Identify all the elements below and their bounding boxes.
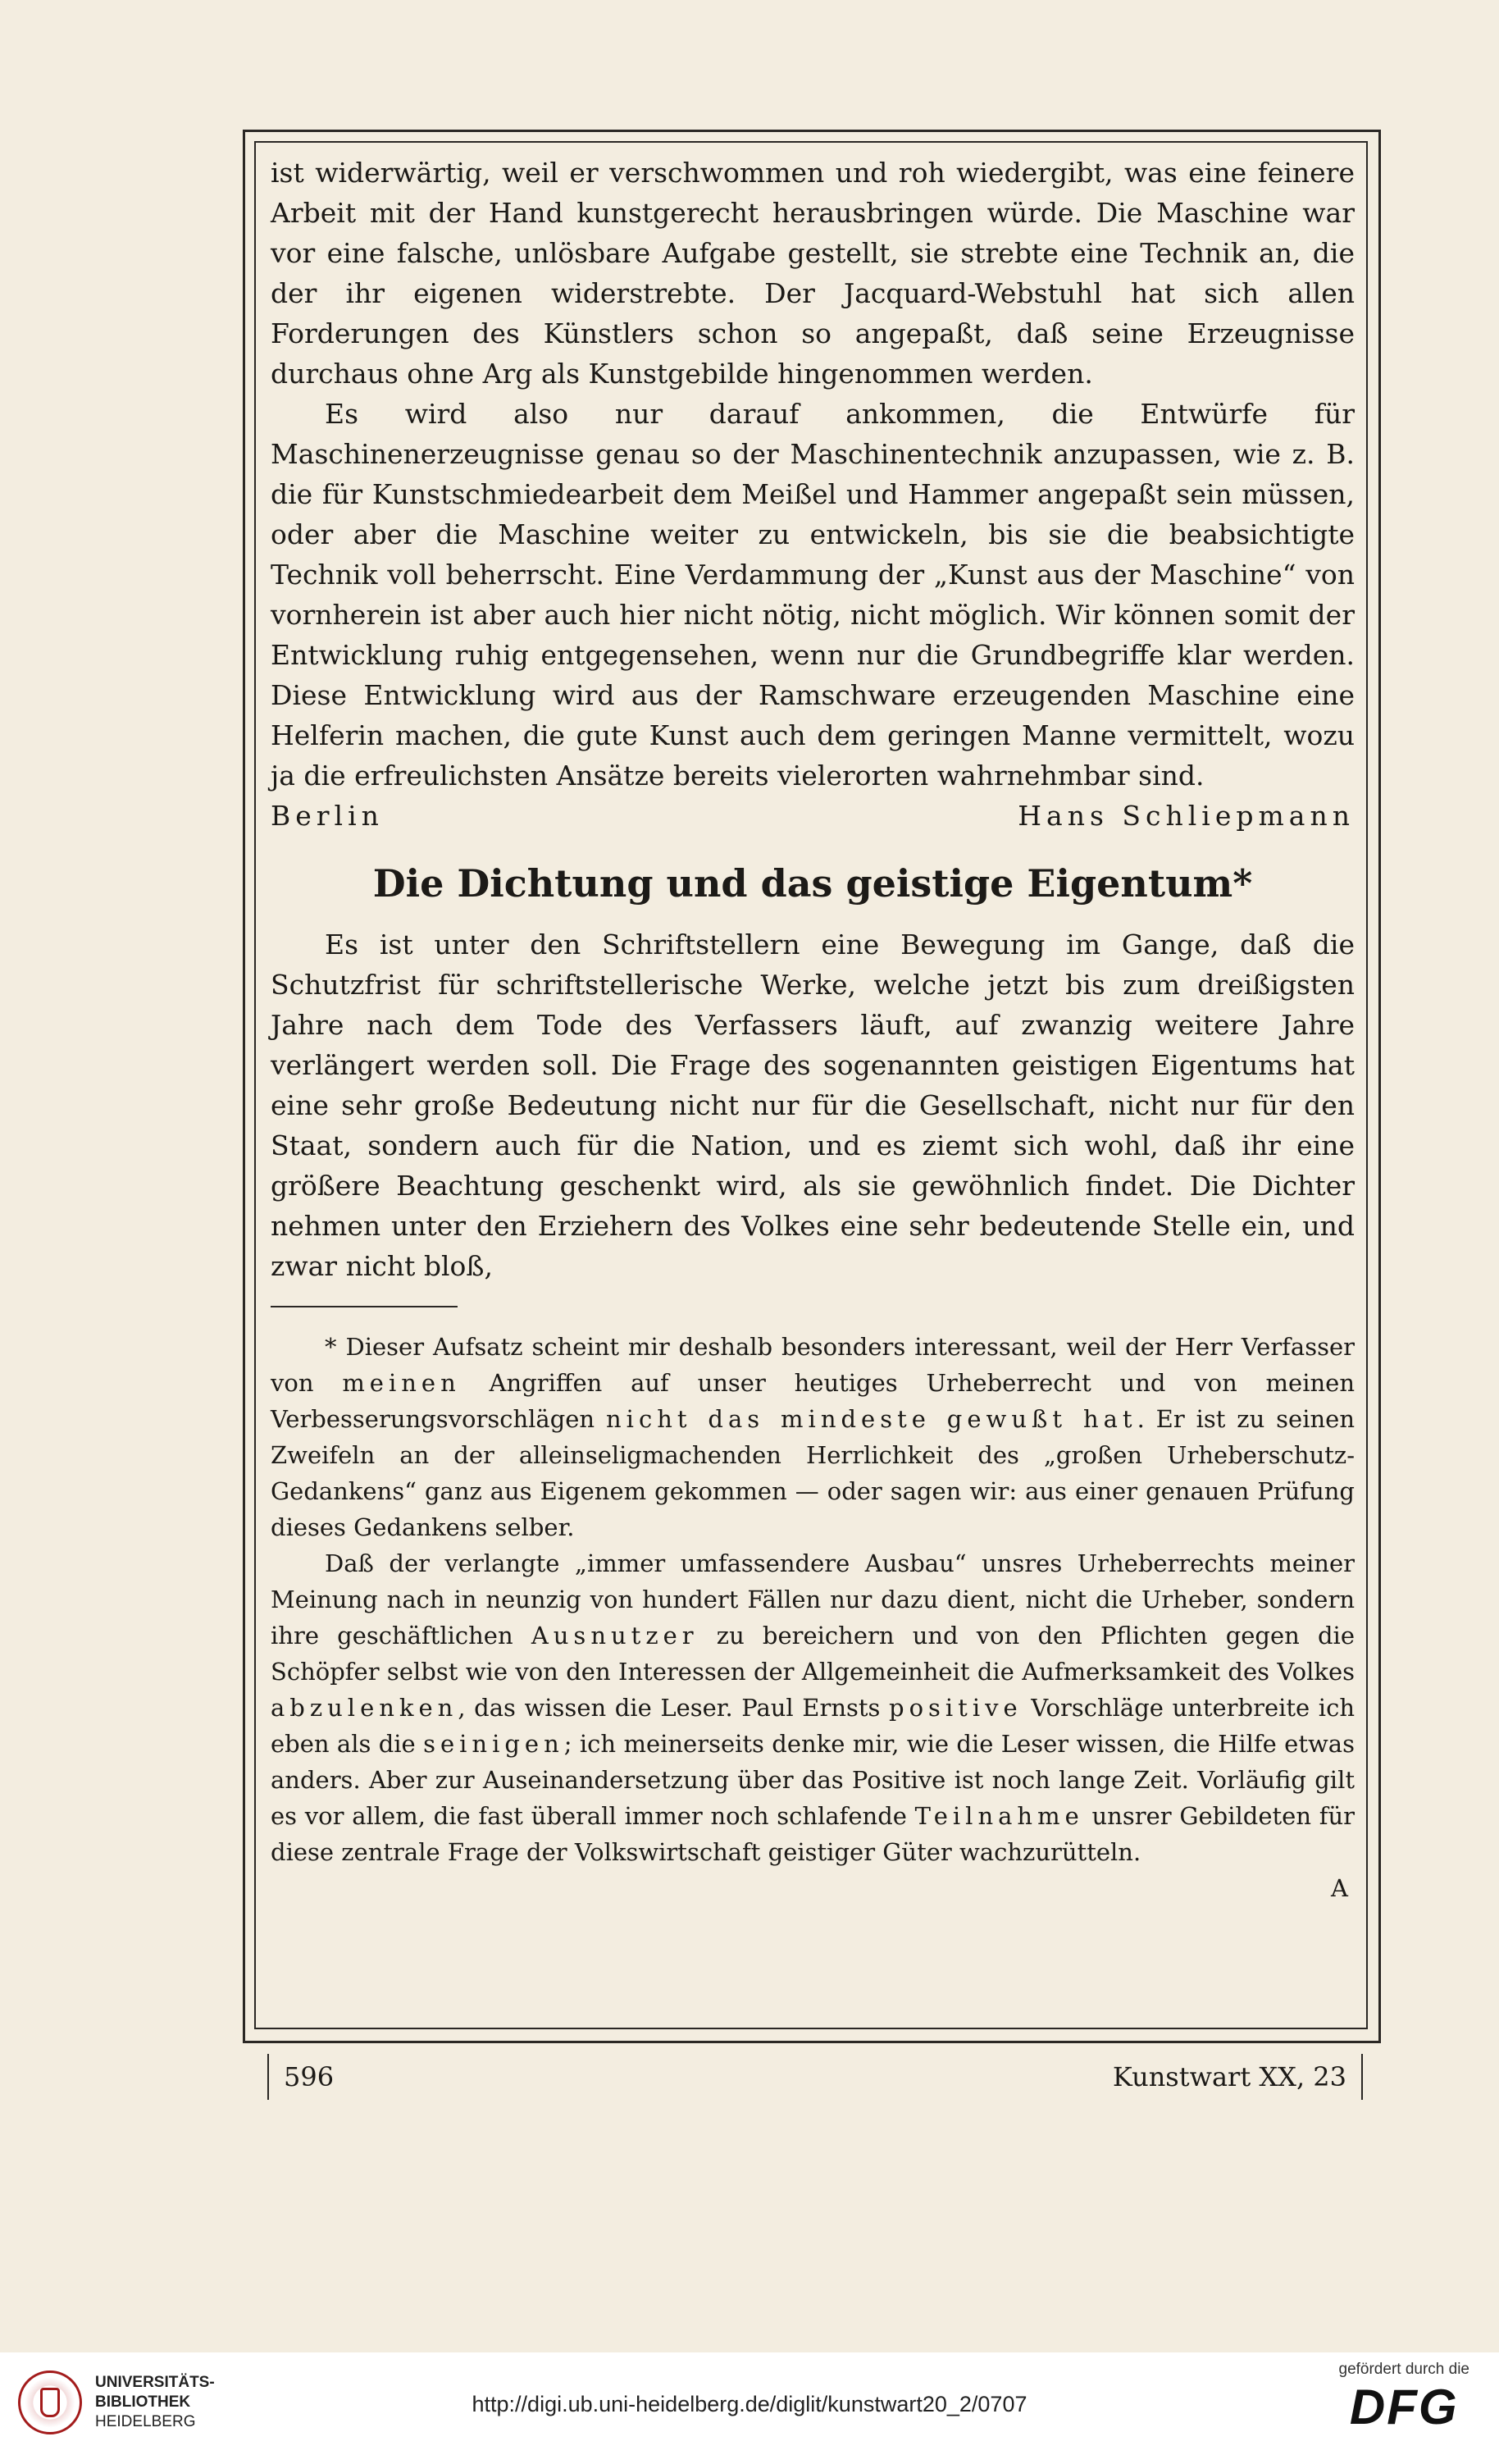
footnote-emphasis: seinigen [423, 1730, 564, 1758]
journal-issue: Kunstwart XX, 23 [1112, 2061, 1346, 2092]
institution-name-line1: UNIVERSITÄTS- [95, 2374, 215, 2391]
funder-label: gefördert durch die [1338, 2361, 1469, 2378]
footnote-emphasis: meinen [342, 1369, 461, 1397]
footnote-paragraph-2 [271, 1545, 1355, 1870]
footnote-emphasis: abzulenken [271, 1694, 458, 1722]
article-signature [271, 796, 1355, 836]
footnote-text: ; ich meinerseits denke mir, wie die Leser wissen, die Hilfe etwas anders. Aber zur Auseinandersetzung über das Positive ist noch lange Zeit. Vorläufig gilt es vor allem, die fast überall immer noch schlafende [271, 1730, 1355, 1830]
institution-name-line2: BIBLIOTHEK [95, 2393, 191, 2411]
page-footer [267, 2054, 1363, 2100]
viewer-bottom-bar [0, 2352, 1499, 2464]
footnote-text: . Er ist zu seinen Zweifeln an der alleinseligmachenden Herrlichkeit des „großen Urheberschutz-Gedankens“ ganz aus Eigenem gekommen — oder sagen wir: aus einer genauen Prüfung dieses Gedankens selber. [271, 1405, 1355, 1541]
footnote-text: unsrer Gebildeten für diese zentrale Frage der Volkswirtschaft geistiger Güter wachzurütteln. [271, 1802, 1355, 1866]
paragraph-continued: ist widerwärtig, weil er verschwommen und roh wiedergibt, was eine feinere Arbeit mit der Hand kunstgerecht herausbringen würde. Die Maschine war vor eine falsche, unlösbare Aufgabe gestellt, sie strebte eine Technik an, die der ihr eigenen widerstrebte. Der Jacquard-Webstuhl hat sich allen Forderungen des Künstlers schon so angepaßt, daß seine Erzeugnisse durchaus ohne Arg als Kunstgebilde hingenommen werden. [271, 157, 1355, 390]
page-number: 596 [284, 2061, 335, 2092]
dfg-logo: DFG [1349, 2380, 1459, 2434]
footnote [271, 1329, 1355, 1906]
funder-logo-block[interactable] [1339, 2361, 1470, 2436]
paragraph-machine-design: Es wird also nur darauf ankommen, die Entwürfe für Maschinenerzeugnisse genau so der Maschinentechnik anzupassen, wie z. B. die für Kunstschmiedearbeit dem Meißel und Hammer angepaßt sein müssen, oder aber die Maschine weiter zu entwickeln, bis sie die beabsichtigte Technik voll beherrscht. Eine Verdammung der „Kunst aus der Maschine“ von vornherein ist aber auch hier nicht nötig, nicht möglich. Wir können somit der Entwicklung ruhig entgegensehen, wenn nur die Grundbegriffe klar werden. Diese Entwicklung wird aus der Ramschware erzeugenden Maschine eine Helferin machen, die gute Kunst auch dem geringen Manne vermittelt, wozu ja die erfreulichsten Ansätze bereits vielerorten wahrnehmbar sind. [271, 398, 1355, 792]
footnote-signature: A [1331, 1874, 1348, 1902]
signature-place: Berlin [271, 800, 384, 832]
footnote-paragraph-1 [271, 1329, 1355, 1545]
footnote-text: zu bereichern und von den Pflichten gegen die Schöpfer selbst wie von den Interessen der Allgemeinheit die Aufmerksamkeit des Volkes [271, 1622, 1355, 1686]
footnote-text: Vorschläge unterbreite ich eben als die [271, 1694, 1355, 1758]
source-url-link[interactable]: http://digi.ub.uni-heidelberg.de/diglit/kunstwart20_2/0707 [472, 2392, 1027, 2416]
paragraph-article-intro: Es ist unter den Schriftstellern eine Bewegung im Gange, daß die Schutzfrist für schriftstellerische Werke, welche jetzt bis zum dreißigsten Jahre nach dem Tode des Verfassers läuft, auf zwanzig weitere Jahre verlängert werden soll. Die Frage des sogenannten geistigen Eigentums hat eine sehr große Bedeutung nicht nur für die Gesellschaft, nicht nur für den Staat, sondern auch für die Nation, und es ziemt sich wohl, daß ihr eine größere Beachtung geschenkt wird, als sie gewöhnlich findet. Die Dichter nehmen unter den Erziehern des Volkes eine sehr bedeutende Stelle ein, und zwar nicht bloß, [271, 929, 1355, 1282]
footnote-emphasis: Teilnahme [914, 1802, 1084, 1830]
institution-name-line3: HEIDELBERG [95, 2413, 196, 2430]
footnote-emphasis: positive [889, 1694, 1023, 1722]
page-body [271, 153, 1355, 1906]
footnote-emphasis: Ausnutzer [531, 1622, 699, 1650]
footnote-text: Daß der verlangte „immer umfassendere Ausbau“ unsres Urheberrechts meiner Meinung nach in neunzig von hundert Fällen nur dazu dient, nicht die Urheber, sondern ihre geschäftlichen [271, 1549, 1355, 1650]
footnote-text: Angriffen auf unser heutiges Urheberrecht und von meinen Verbesserungsvorschlägen [271, 1369, 1355, 1433]
footnote-text: , das wissen die Leser. Paul Ernsts [458, 1694, 889, 1722]
frame-bottom-rule-inner [254, 2028, 1366, 2029]
article-heading: Die Dichtung und das geistige Eigentum* [372, 861, 1253, 906]
footnote-divider [271, 1306, 458, 1307]
frame-bottom-rule-outer [243, 2041, 1381, 2043]
signature-author: Hans Schliepmann [1018, 800, 1355, 832]
footnote-emphasis: nicht das mindeste gewußt hat [606, 1405, 1137, 1433]
footnote-text: * Dieser Aufsatz scheint mir deshalb besonders interessant, weil der Herr Verfasser von [271, 1333, 1355, 1397]
